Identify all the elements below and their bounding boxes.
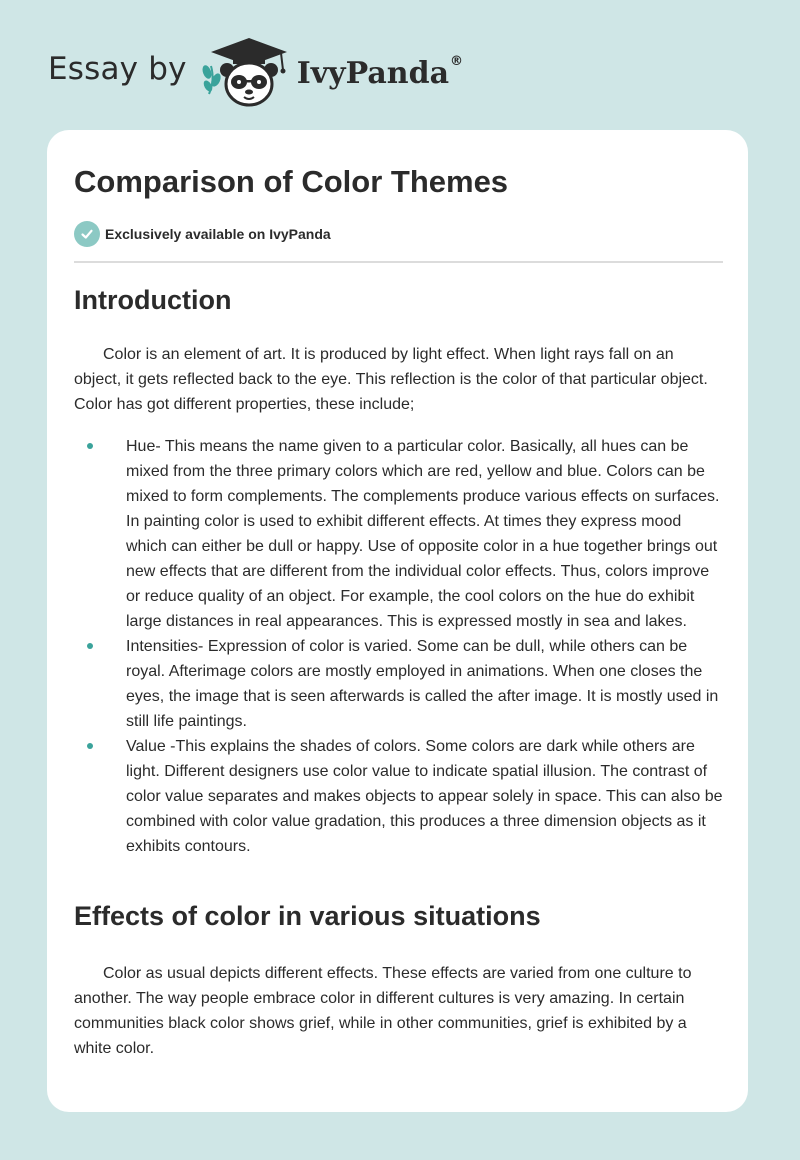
page-title: Comparison of Color Themes xyxy=(74,164,509,199)
brand-name xyxy=(296,53,464,91)
list-item-value xyxy=(74,734,723,859)
list-item-hue xyxy=(74,434,723,634)
exclusive-badge xyxy=(74,221,331,247)
brand-header[interactable] xyxy=(48,36,463,108)
panda-graduate-icon xyxy=(201,36,297,108)
list-item-text: Hue- This means the name given to a particular color. Basically, all hues can be mixed from the three primary colors which are red, yellow and blue. Colors can be mixed to form complements. The complements produce various effects on surfaces. In painting color is used to exhibit different effects. At times they express mood which can either be dull or happy. Use of opposite color in a hue together brings out new effects that are different from the individual color effects. Thus, colors improve or reduce quality of an object. For example, the cool colors on the hue do exhibit large distances in real appearances. This is expressed mostly in sea and lakes. xyxy=(126,438,720,630)
section-heading-effects: Effects of color in various situations xyxy=(74,901,541,931)
check-icon xyxy=(74,221,100,247)
list-item-text: Intensities- Expression of color is varied. Some can be dull, while others can be royal. Afterimage colors are mostly employed in animations. When one closes the eyes, the image that is seen afterwards is called the after image. It is mostly used in still life paintings. xyxy=(126,638,719,730)
intro-paragraph: Color is an element of art. It is produced by light effect. When light rays fall on an object, it gets reflected back to the eye. This reflection is the color of that particular object. Color has got different properties, these include; xyxy=(74,346,708,413)
brand-prefix: Essay by xyxy=(48,51,187,87)
article-card xyxy=(47,130,748,1112)
properties-list xyxy=(74,434,723,859)
registered-mark: ® xyxy=(450,53,464,69)
brand-name-text: IvyPanda xyxy=(296,55,450,91)
bullet-dot-icon xyxy=(87,743,93,749)
effects-paragraph: Color as usual depicts different effects. These effects are varied from one culture to another. The way people embrace color in different cultures is very amazing. In certain communities black color shows grief, while in other communities, grief is exhibited by a white color. xyxy=(74,965,692,1057)
section-heading-introduction: Introduction xyxy=(74,285,232,315)
bullet-dot-icon xyxy=(87,643,93,649)
list-item-text: Value -This explains the shades of colors. Some colors are dark while others are light. Different designers use color value to indicate spatial illusion. The contrast of color value separates and makes objects to appear solely in space. This can also be combined with color value gradation, this produces a three dimension objects as it exhibits contours. xyxy=(126,738,723,855)
bullet-dot-icon xyxy=(87,443,93,449)
list-item-intensities xyxy=(74,634,723,734)
exclusive-badge-text: Exclusively available on IvyPanda xyxy=(105,226,331,242)
title-divider xyxy=(74,261,723,263)
